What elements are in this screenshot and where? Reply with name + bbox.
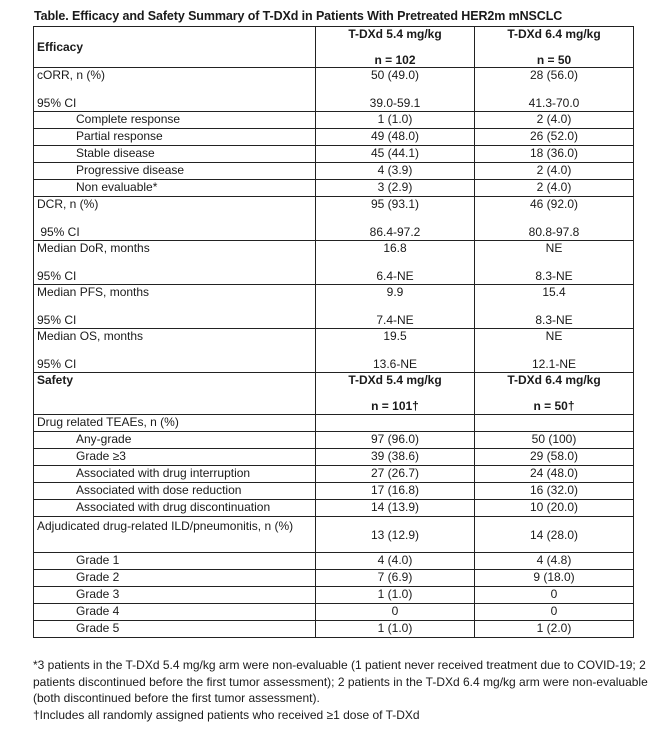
row-value: 15.4: [542, 285, 566, 299]
row-label: Non evaluable*: [34, 180, 316, 197]
safety-col2-n: n = 50†: [533, 399, 575, 413]
ci-value: 41.3-70.0: [528, 96, 580, 110]
ci-value: 13.6-NE: [372, 357, 418, 371]
row-value: 9 (18.0): [475, 570, 634, 587]
row-value: 97 (96.0): [316, 432, 475, 449]
ci-label: 95% CI: [37, 269, 77, 283]
row-label: Grade 4: [34, 604, 316, 621]
ci-value: 80.8-97.8: [528, 225, 580, 239]
row-value: 16 (32.0): [475, 483, 634, 500]
efficacy-heading: Efficacy: [34, 27, 316, 68]
row-value: 2 (4.0): [475, 180, 634, 197]
row-value: 28 (56.0): [529, 68, 579, 82]
row-value: 0: [475, 587, 634, 604]
row-label: Drug related TEAEs, n (%): [34, 415, 316, 432]
row-value: 1 (2.0): [475, 621, 634, 638]
row-label: Associated with drug interruption: [34, 466, 316, 483]
row-label: Complete response: [34, 112, 316, 129]
row-value: 49 (48.0): [316, 129, 475, 146]
efficacy-col2-n: n = 50: [536, 53, 572, 67]
row-value: 24 (48.0): [475, 466, 634, 483]
table-row: [34, 483, 634, 500]
row-label: Partial response: [34, 129, 316, 146]
ci-value: 6.4-NE: [376, 269, 414, 283]
ci-label: 95% CI: [37, 313, 77, 327]
table-row: [34, 163, 634, 180]
table-row: [34, 329, 634, 373]
ci-value: 8.3-NE: [535, 313, 573, 327]
table-row: [34, 621, 634, 638]
row-label: Associated with dose reduction: [34, 483, 316, 500]
table-row: [34, 415, 634, 432]
safety-col2-header: [475, 373, 634, 415]
row-value: NE: [545, 329, 563, 343]
row-label: DCR, n (%): [37, 197, 99, 211]
row-label: Any-grade: [34, 432, 316, 449]
row-value: 0: [475, 604, 634, 621]
table-row: [34, 449, 634, 466]
row-value: 14 (13.9): [316, 500, 475, 517]
efficacy-col1-label: T-DXd 5.4 mg/kg: [348, 27, 442, 41]
table-row: [34, 197, 634, 241]
row-value: 17 (16.8): [316, 483, 475, 500]
row-value: 13 (12.9): [316, 517, 475, 553]
row-value: 29 (58.0): [475, 449, 634, 466]
footnote-included-patients: †Includes all randomly assigned patients who received ≥1 dose of T-DXd: [33, 707, 420, 722]
footnotes: [33, 657, 653, 723]
ci-label: 95% CI: [37, 225, 80, 239]
table-row: [34, 285, 634, 329]
row-value: 7 (6.9): [316, 570, 475, 587]
row-label: Associated with drug discontinuation: [34, 500, 316, 517]
ci-value: 8.3-NE: [535, 269, 573, 283]
row-value: 4 (3.9): [316, 163, 475, 180]
table-row: [34, 146, 634, 163]
row-value: 10 (20.0): [475, 500, 634, 517]
row-value: 50 (100): [475, 432, 634, 449]
row-label: cORR, n (%): [37, 68, 106, 82]
row-label: Stable disease: [34, 146, 316, 163]
row-value: 1 (1.0): [316, 112, 475, 129]
row-value: 0: [316, 604, 475, 621]
row-label: Adjudicated drug-related ILD/pneumonitis, n (%): [34, 517, 316, 553]
efficacy-col2-label: T-DXd 6.4 mg/kg: [507, 27, 601, 41]
table-row: [34, 553, 634, 570]
ci-label: 95% CI: [37, 96, 77, 110]
row-label: Grade 1: [34, 553, 316, 570]
efficacy-col1-n: n = 102: [374, 53, 416, 67]
table-title: Table. Efficacy and Safety Summary of T-DXd in Patients With Pretreated HER2m mNSCLC: [34, 9, 563, 23]
row-value: 9.9: [386, 285, 404, 299]
table-row: [34, 587, 634, 604]
row-value: 50 (49.0): [370, 68, 420, 82]
safety-col1-label: T-DXd 5.4 mg/kg: [348, 373, 442, 387]
table-row: [34, 112, 634, 129]
row-value: 26 (52.0): [475, 129, 634, 146]
safety-col1-header: [316, 373, 475, 415]
row-value: 95 (93.1): [370, 197, 420, 211]
row-label: Median DoR, months: [37, 241, 150, 255]
table-row: [34, 500, 634, 517]
row-value: 1 (1.0): [316, 587, 475, 604]
row-value: 4 (4.0): [316, 553, 475, 570]
table-row: [34, 241, 634, 285]
table-row: [34, 180, 634, 197]
efficacy-header-row: [34, 27, 634, 68]
row-value: 19.5: [383, 329, 407, 343]
table-row: [34, 517, 634, 553]
table-row: [34, 466, 634, 483]
row-value: 14 (28.0): [475, 517, 634, 553]
row-label: Grade 3: [34, 587, 316, 604]
row-value: 1 (1.0): [316, 621, 475, 638]
safety-col1-n: n = 101†: [371, 399, 419, 413]
ci-value: 39.0-59.1: [369, 96, 421, 110]
safety-header-row: [34, 373, 634, 415]
row-label: Median PFS, months: [37, 285, 150, 299]
efficacy-col2-header: [475, 27, 634, 68]
safety-heading: Safety: [34, 373, 316, 415]
row-value: 46 (92.0): [529, 197, 579, 211]
table-row: [34, 570, 634, 587]
row-label: Grade 2: [34, 570, 316, 587]
ci-value: 12.1-NE: [531, 357, 577, 371]
row-value: 45 (44.1): [316, 146, 475, 163]
row-value: 2 (4.0): [475, 112, 634, 129]
row-value: NE: [545, 241, 563, 255]
row-value: 39 (38.6): [316, 449, 475, 466]
row-value: 18 (36.0): [475, 146, 634, 163]
ci-value: 7.4-NE: [376, 313, 414, 327]
row-value: 2 (4.0): [475, 163, 634, 180]
row-value: 3 (2.9): [316, 180, 475, 197]
row-value: 4 (4.8): [475, 553, 634, 570]
row-label: Progressive disease: [34, 163, 316, 180]
ci-value: 86.4-97.2: [369, 225, 421, 239]
row-label: Grade 5: [34, 621, 316, 638]
footnote-nonevaluable: *3 patients in the T-DXd 5.4 mg/kg arm were non-evaluable (1 patient never received treatment due to COVID-19; 2 patients discontinued before the first tumor assessment); 2 patients in the T-DXd 6.4 mg/kg arm were non-evaluable (both discontinued before the first tumor assessment).: [33, 658, 648, 705]
table-row: [34, 68, 634, 112]
summary-table: [33, 26, 634, 638]
row-value: 27 (26.7): [316, 466, 475, 483]
table-row: [34, 432, 634, 449]
table-row: [34, 604, 634, 621]
row-label: Median OS, months: [37, 329, 144, 343]
row-value: 16.8: [383, 241, 407, 255]
ci-label: 95% CI: [37, 357, 77, 371]
safety-col2-label: T-DXd 6.4 mg/kg: [507, 373, 601, 387]
table-row: [34, 129, 634, 146]
efficacy-col1-header: [316, 27, 475, 68]
row-label: Grade ≥3: [34, 449, 316, 466]
